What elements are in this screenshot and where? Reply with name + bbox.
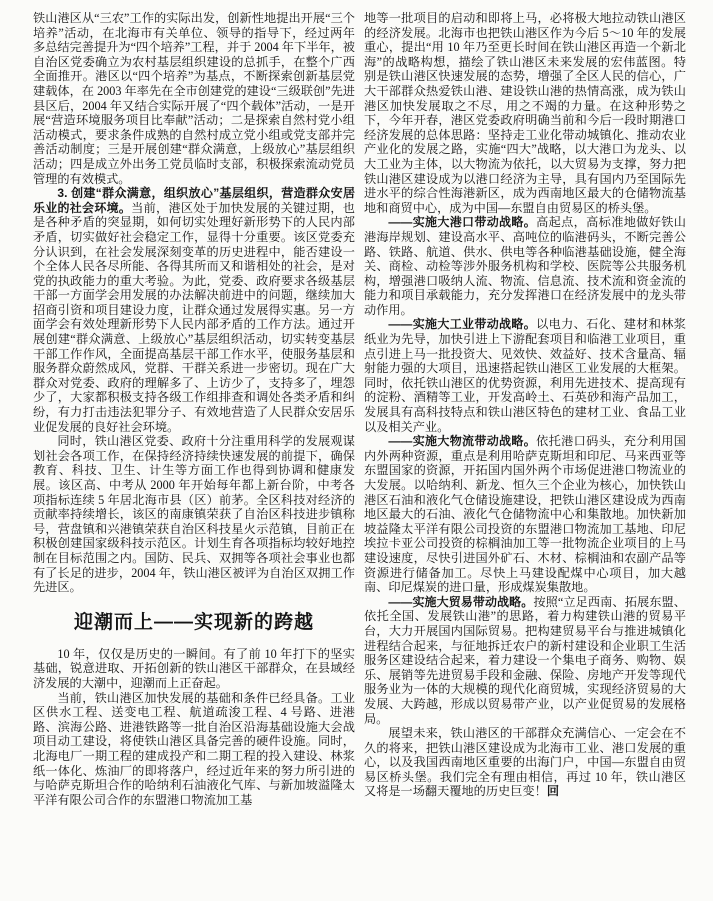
paragraph <box>364 215 686 317</box>
paragraph-lead: ——实施大物流带动战略。 <box>388 434 537 449</box>
paragraph-text: 地等一批项目的启动和即将上马，必将极大地拉动铁山港区的经济发展。北海市也把铁山港区作为今后 5～10 年的发展重心，提出“用 10 年乃至更长时间在铁山港区再造一个新北海”的战略构想，描绘了铁山港区未来发展的宏伟蓝图。特别是铁山港区快速发展的态势，增强了全区人民的信心，广大干部群众热爱铁山港、建设铁山港的热情高涨，成为铁山港区加快发展取之不尽，用之不竭的力量。在这种形势之下，今年开春，港区党委政府明确当前和今后一段时期港口经济发展的总体思路：坚持走工业化带动城镇化、推动农业产业化的发展之路，实施“四大”战略，以大港口为龙头、以大工业为主体，以大物流为依托，以大贸易为支撑，努力把铁山港区建设成为以港口经济为主导，具有国内乃至国际先进水平的综合性海港新区，成为西南地区最大的仓储物流基地和商贸中心，成为中国—东盟自由贸易区的桥头堡。 <box>364 11 686 215</box>
two-column-layout <box>33 11 687 807</box>
paragraph-lead: ——实施大工业带动战略。 <box>388 317 537 332</box>
paragraph <box>33 186 355 434</box>
paragraph-lead: ——实施大贸易带动战略。 <box>388 594 534 609</box>
paragraph-text: 依托港口码头，充分利用国内外两种资源，重点是利用哈萨克斯坦和印尼、马来西亚等东盟国家的资源，开拓国内国外两个市场促进港口物流业的大发展。以哈纳利、新龙、恒久三个企业为核心，加快铁山港区石油和液化气仓储设施建设，把铁山港区建设成为西南地区最大的石油、液化气仓储物流中心和集散地。加快新加坡益隆太平洋有限公司投资的东盟港口物流加工基地、印尼埃拉卡亚公司投资的棕榈油加工等一批物流企业项目的上马建设速度，尽快引进国外矿石、木材、棕榈油和农副产品等资源进行储备加工。尽快上马建设配煤中心项目，加大越南、印尼煤炭的进口量，形成煤炭集散地。 <box>364 434 686 595</box>
paragraph-text: 高起点，高标准地做好铁山港海岸规划、建设高水平、高吨位的临港码头，不断完善公路、铁路、航道、供水、供电等各种临港基础设施，健全海关、商检、动检等涉外服务机构和学校、医院等公共服务机构，增强港口吸纳人流、物流、信息流、技术流和资金流的能力和项目承载能力，充分发挥港口在经济发展中的龙头带动作用。 <box>364 215 686 317</box>
paragraph-text: 铁山港区从“三农”工作的实际出发，创新性地提出开展“三个培养”活动，在北海市有关单位、领导的指导下，经过两年多总结完善提升为“四个培养”工程，并于 2004 年下半年，被自治区党委确立为农村基层组织建设的总抓手，在整个广西全面推开。港区以“四个培养”为基点，不断探索创新基层党建载体，在 2003 年率先在全市创建党的建设“三级联创”先进县区后，2004 年又结合实际开展了“四个载体”活动，一是开展“营造环境服务项目比奉献”活动；二是探索自然村党小组活动模式，要求条件成熟的自然村成立党小组或党支部并完善活动制度；三是开展创建“群众满意，上级放心”基层组织活动；四是成立外出务工党员临时支部，积极探索流动党员管理的有效模式。 <box>33 11 355 186</box>
paragraph-text: 展望未来，铁山港区的干部群众充满信心、一定会在不久的将来，把铁山港区建设成为北海市工业、港口发展的重心，以及我国西南地区重要的出海门户，中国—东盟自由贸易区桥头堡。我们完全有理由相信，再过 10 年，铁山港区又将是一场翻天覆地的历史巨变！ <box>364 726 686 799</box>
paragraph-text: 10 年，仅仅是历史的一瞬间。有了前 10 年打下的坚实基础，锐意进取、开拓创新的铁山港区干部群众，在县域经济发展的大潮中，迎潮而上正奋起。 <box>33 646 355 690</box>
paragraph <box>364 595 686 726</box>
paragraph <box>364 434 686 595</box>
paragraph-text: 当前，港区处于加快发展的关键过期，也是各种矛盾的突显期，如何切实处理好新形势下的人民内部矛盾，切实做好社会稳定工作，显得十分重要。该区党委充分认识到，在社会发展深刻变革的历史进程中，能否建设一个全体人民各尽所能、各得其所而又和谐相处的社会，是对党的执政能力的重大考验。为此，党委、政府要求各级基层干部一方面学会用发展的办法解决前进中的问题，继续加大招商引资和项目建设力度，让群众通过发展得实惠。另一方面学会有效处理新形势下人民内部矛盾的工作方法。通过开展创建“群众满意、上级放心”基层组织活动，切实转变基层干部工作作风，全面提高基层干部工作水平，使服务基层和服务群众蔚然成风，党群、干群关系进一步密切。现在广大群众对党委、政府的理解多了、上访少了，支持多了，埋怨少了，大家都积极支持各级工作组排查和调处各类矛盾和纠纷，有力打击违法犯罪分子、有效地营造了人民群众安居乐业促发展的良好社会环境。 <box>33 200 355 434</box>
paragraph <box>33 647 355 691</box>
paragraph <box>364 726 686 799</box>
paragraph <box>33 11 355 186</box>
left-column <box>33 11 355 807</box>
paragraph <box>33 434 355 595</box>
paragraph-lead: ——实施大港口带动战略。 <box>388 215 537 230</box>
paragraph-text: 同时，铁山港区党委、政府十分注重用科学的发展观谋划社会各项工作，在保持经济持续快速发展的前提下，确保教育、科技、卫生、计生等方面工作也得到协调和健康发展。该区高、中考从 2000 年开始每年都上新台阶，中考各项指标连续 5 年居北海市县（区）前茅。全区科技对经济的贡献率持续增长，该区的南康镇荣获了自治区科技进步镇称号，营盘镇和兴港镇荣获自治区科技星火示范镇，目前正在积极创建国家级科技示范区。计划生育各项指标均较好地控制在目标范围之内。国防、民兵、双拥等各项社会事业也都有了长足的进步，2004 年，铁山港区被评为自治区双拥工作先进区。 <box>33 434 355 595</box>
paragraph-text: 按照“立足西南、拓展东盟、依托全国、发展铁山港”的思路，着力构建铁山港的贸易平台，大力开展国内国际贸易。把构建贸易平台与推进城镇化进程结合起来，与征地拆迁农户的新村建设和企业职工生活服务区建设结合起来，着力建设一个集电子商务、购物、娱乐、展销等先进贸易手段和金融、保险、房地产开发等现代服务业为一体的大规模的现代化商贸城，实现经济贸易的大发展、大跨越，形成以贸易带产业，以产业促贸易的发展格局。 <box>364 594 686 726</box>
paragraph-text: 当前，铁山港区加快发展的基础和条件已经具备。工业区供水工程、送变电工程、航道疏浚工程、4 号路、进港路、滨海公路、进港铁路等一批自治区沿海基础设施大会战项目动工建设，将使铁山港区具备完善的硬件设施。同时，北海电厂一期工程的建成投产和二期工程的投入建设、林浆纸一体化、炼油厂的即将落户，经过近年来的努力所引进的与哈萨克斯坦合作的哈纳利石油液化气库、与新加坡溢隆太平洋有限公司合作的东盟港口物流加工基 <box>33 690 355 807</box>
paragraph <box>364 11 686 215</box>
right-column <box>364 11 686 807</box>
section-heading: 迎潮而上——实现新的跨越 <box>73 611 314 633</box>
article-end-mark: 回 <box>546 784 559 799</box>
paragraph-text: 以电力、石化、建材和林浆纸业为先导，加快引进上下游配套项目和临港工业项目，重点引进上马一批投资大、见效快、效益好、技术含量高、辐射能力强的大项目，迅速搭起铁山港区工业发展的大框架。同时，依托铁山港区的优势资源，利用先进技术、提高现有的淀粉、酒精等工业，开发高岭土、石英砂和海产品加工，发展具有高科技特点和铁山港区特色的建材工业、食品工业以及相关产业。 <box>364 317 686 434</box>
paragraph <box>364 317 686 434</box>
paragraph-lead: 3. 创建“群众满意，组织放心”基层组织，营造群众安居乐业的社会环境。 <box>33 186 355 215</box>
paragraph <box>33 691 355 808</box>
